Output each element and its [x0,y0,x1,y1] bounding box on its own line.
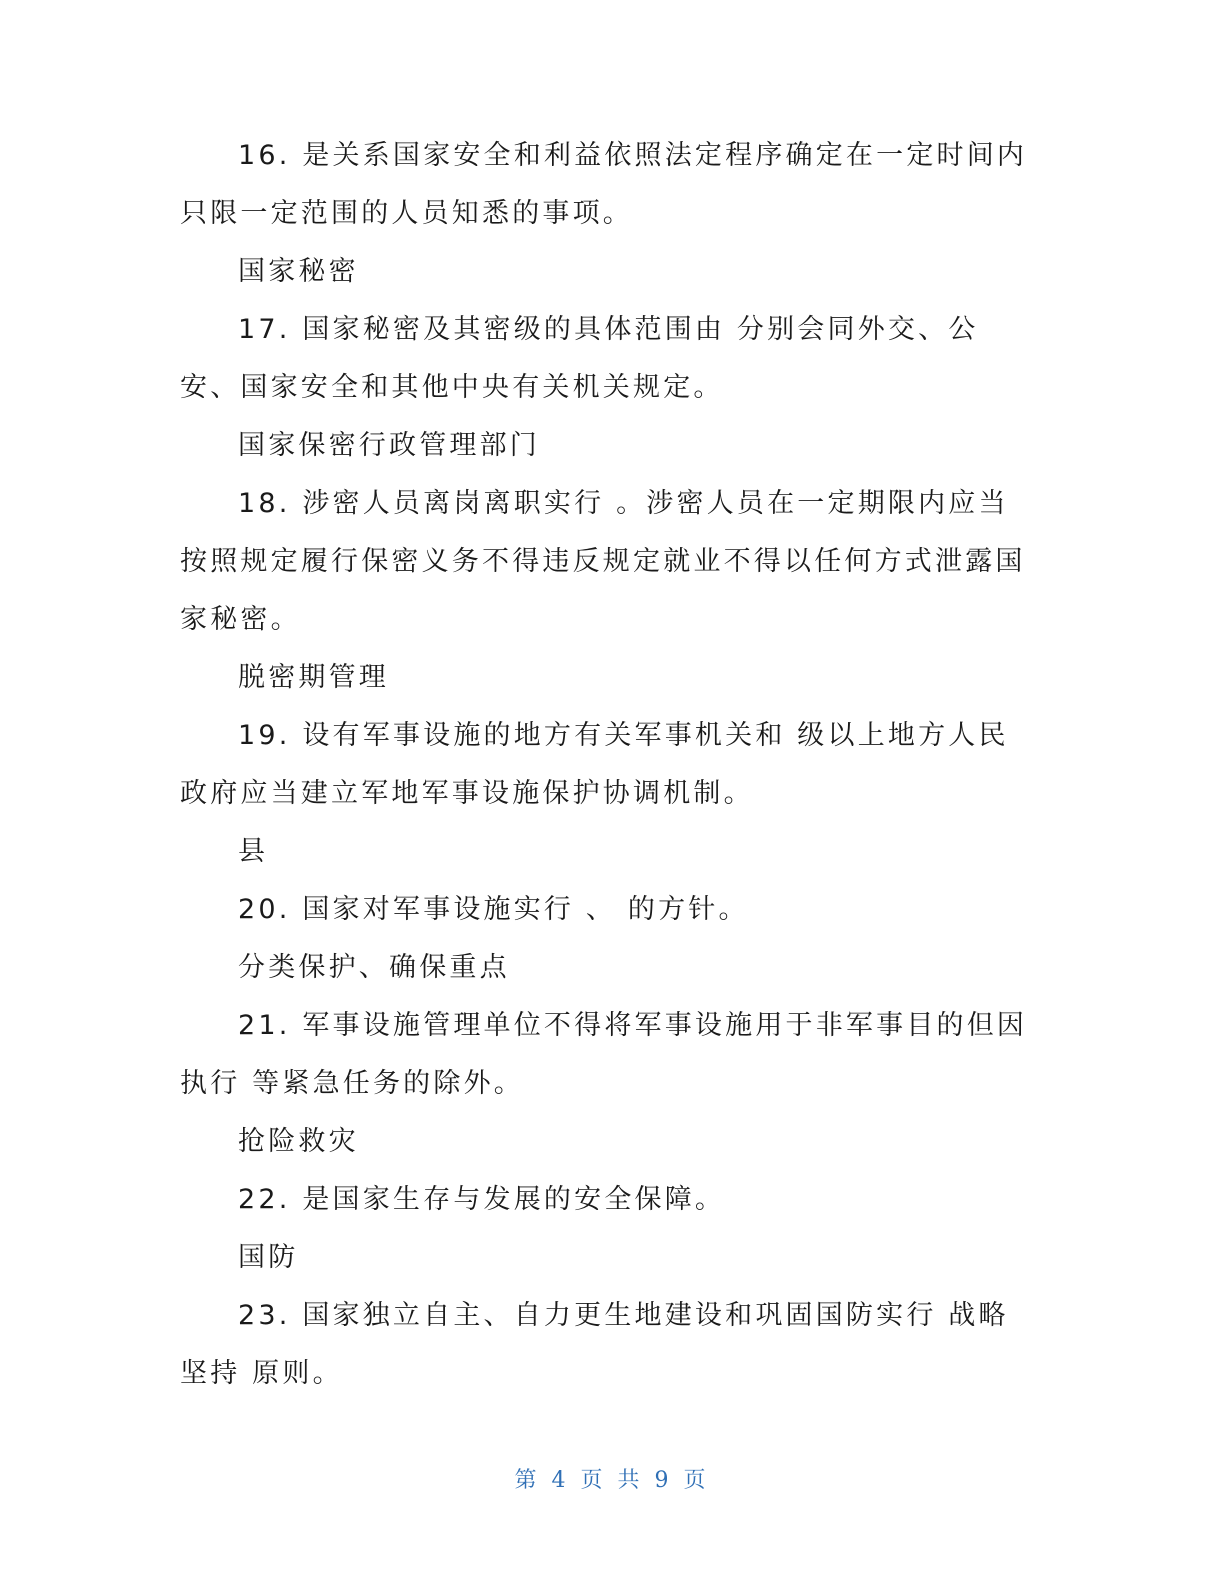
question-19: 19. 设有军事设施的地方有关军事机关和 级以上地方人民政府应当建立军地军事设施保护协调机制。 [180,720,1009,809]
answer-16: 国家秘密 [238,256,359,287]
answer-18: 脱密期管理 [238,662,389,693]
question-17: 17. 国家秘密及其密级的具体范围由 分别会同外交、公安、国家安全和其他中央有关机关规定。 [180,314,979,403]
answer-20: 分类保护、确保重点 [238,952,510,983]
question-18: 18. 涉密人员离岗离职实行 。涉密人员在一定期限内应当按照规定履行保密义务不得违反规定就业不得以任何方式泄露国家秘密。 [180,488,1026,635]
document-body [180,127,1030,1403]
answer-17: 国家保密行政管理部门 [238,430,540,461]
page-number-footer: 第 4 页 共 9 页 [514,1468,710,1493]
question-23: 23. 国家独立自主、自力更生地建设和巩固国防实行 战略坚持 原则。 [180,1300,1009,1389]
question-20: 20. 国家对军事设施实行 、 的方针。 [238,894,749,925]
answer-22: 国防 [238,1242,299,1273]
question-21: 21. 军事设施管理单位不得将军事设施用于非军事目的但因执行 等紧急任务的除外。 [180,1010,1028,1099]
question-16: 16. 是关系国家安全和利益依照法定程序确定在一定时间内只限一定范围的人员知悉的事项。 [180,140,1028,229]
question-22: 22. 是国家生存与发展的安全保障。 [238,1184,726,1215]
answer-21: 抢险救灾 [238,1126,359,1157]
answer-19: 县 [238,836,269,867]
